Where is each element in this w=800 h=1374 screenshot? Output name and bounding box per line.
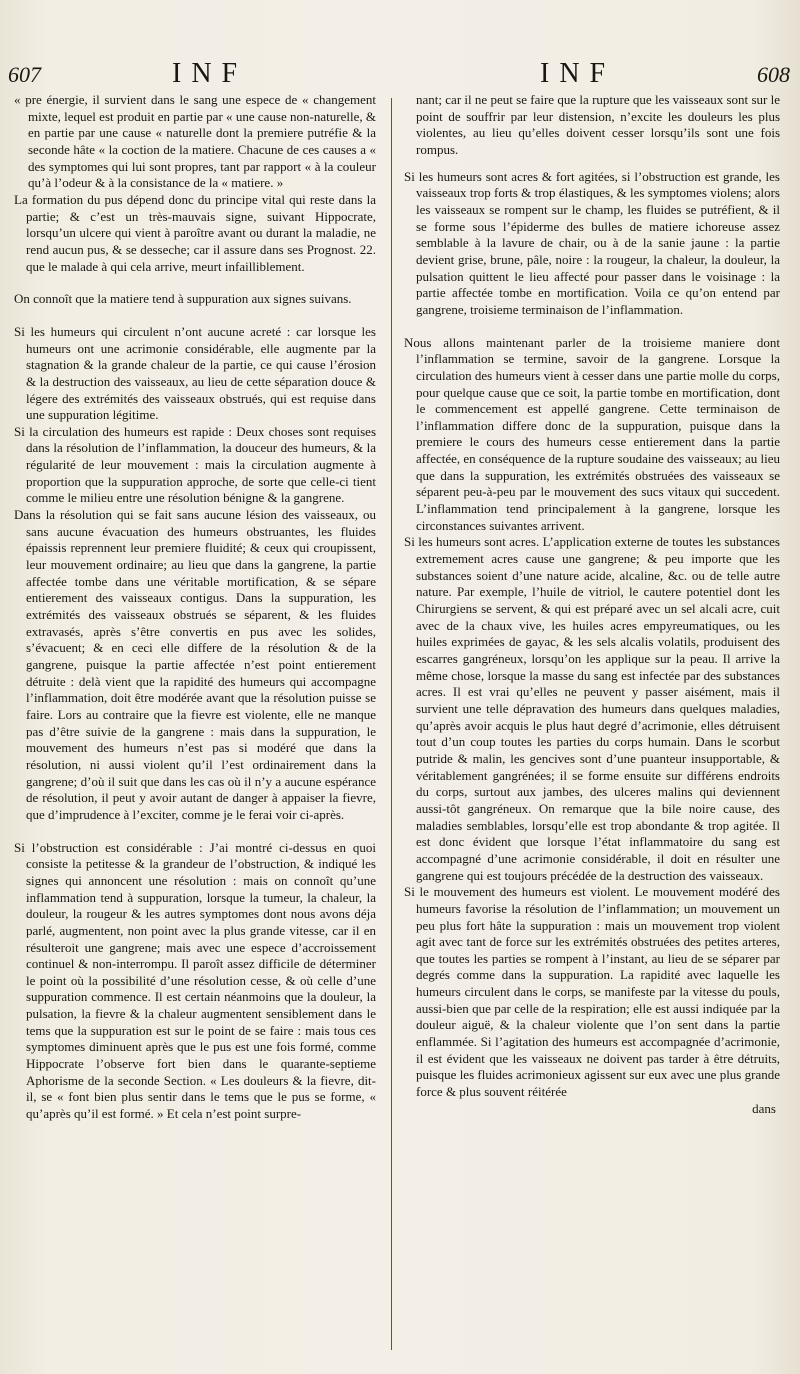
catchword: dans [752, 1100, 776, 1116]
paragraph: Si le mouvement des humeurs est violent. Le mouvement modéré des humeurs favorise la résolution de l’inflammation; un mouvement un peu plus fort hâte la suppuration : mais un mouvement trop violent agit avec tant de force sur les extrémités obstruées des petites arteres, que toutes les parties se rompent à l’instant, au lieu de se séparer par degrés comme dans la suppuration. La rapidité avec laquelle les humeurs circulent dans le corps, se manifeste par la vitesse du pouls, aussi-bien que par celle de la respiration; elle est aussi indiquée par la douleur aiguë, & la chaleur violente que l’on sent dans la partie enflammée. Si l’agitation des humeurs est accompagnée d’acrimonie, il est évident que les vaisseaux ne doivent pas tarder à être détruits, puisque les fluides acrimonieux agissent sur eux avec une plus grande force & plus souvent réitérée [404, 884, 780, 1100]
paragraph: Si l’obstruction est considérable : J’ai montré ci-dessus en quoi consiste la petitesse & la grandeur de l’obstruction, & indiqué les signes qui annoncent une résolution : mais on connoît qu’une inflammation tend à suppuration, lorsque la tumeur, la chaleur, la douleur, la rougeur & les autres symptomes dont nous avons déja parlé, augmentent, non point avec la plus grande vitesse, car il en résulteroit une gangrene; mais avec une espece d’accroissement continuel & non-interrompu. Il paroît assez difficile de déterminer le point où la possibilité d’une résolution cesse, & où celle d’une suppuration commence. Il est certain néanmoins que la douleur, la pulsation, la fievre & la chaleur augmentent sensiblement dans le tems que la suppuration est sur le point de se faire : mais tous ces symptomes diminuent après que le pus est une fois formé, comme Hippocrate l’observe fort bien dans le quarante-septieme Aphorisme de la seconde Section. « Les douleurs & la fievre, dit-il, se « font bien plus sentir dans le tems que le pus se forme, « qu’après qu’il est formé. » Et cela n’est point surpre- [14, 839, 376, 1122]
left-page-number: 607 [8, 62, 41, 87]
column-rule [391, 98, 392, 1350]
right-column [404, 92, 780, 1360]
paragraph: On connoît que la matiere tend à suppuration aux signes suivans. [14, 291, 352, 307]
paragraph: Si les humeurs sont acres & fort agitées, si l’obstruction est grande, les vaisseaux trop forts & trop élastiques, & les symptomes violens; alors les vaisseaux se rompent sur le champ, les fluides se putréfient, & il se forme sous l’épiderme des bulles de matiere ichoreuse assez semblable à la lavure de chair, ou à de la sanie jaune : la partie devient grise, brune, pâle, noire : la rougeur, la chaleur, la douleur, la pulsation quittent le lieu affecté pour passer dans le voisinage : la partie affectée tombe en mortification. Voila ce qu’on entend par gangrene, troisieme terminaison de l’inflammation. [404, 168, 780, 317]
right-page-number: 608 [757, 62, 790, 87]
paragraph: « pre énergie, il survient dans le sang une espece de « changement mixte, lequel est produit en partie par « une cause non-naturelle, & en partie par une cause « naturelle dont la premiere putréfie & la seconde hâte « la coction de la matiere. Chacune de ces causes a « des symptomes qui lui sont propres, tant par rapport « à la couleur qu’à l’odeur & à la consistance de la « matiere. » [14, 92, 376, 191]
paragraph: La formation du pus dépend donc du principe vital qui reste dans la partie; & c’est un très-mauvais signe, suivant Hippocrate, lorsqu’un ulcere qui vient à paroître avant ou durant la maladie, ne rend aucun pus, & se desseche; car il assure dans ses Prognost. 22. que le malade à qui cela arrive, meurt infailliblement. [14, 191, 376, 274]
paragraph: Dans la résolution qui se fait sans aucune lésion des vaisseaux, ou sans aucune évacuation des humeurs obstruantes, les fluides épaissis reprennent leur premiere fluidité; & ceux qui croupissent, leur mouvement ordinaire; au lieu que dans la gangrene, la partie affectée tombe dans une véritable mortification, & se sépare entierement des vaisseaux contigus. Dans la suppuration, les extrémités des vaisseaux obstrués se séparent, & les fluides extravasés, après s’être convertis en pus avec les solides, s’évacuent; & en ceci elle differe de la résolution & de la gangrene, puisque la partie affectée n’est point entierement détruite : delà vient que la rapidité des humeurs qui accompagne l’inflammation, doit être modérée avant que la résolution puisse se faire. Lors au contraire que la fievre est violente, elle ne manque pas d’être suivie de la gangrene : mais dans la suppuration, le mouvement des humeurs n’est pas si modéré que dans la résolution, ni aussi violent qu’il l’est ordinairement dans la gangrene; d’où il suit que dans les cas où il n’y a aucune espérance de résolution, il peut y avoir autant de danger à appaiser la fievre, que d’imprudence à l’exciter, comme je le ferai voir ci-après. [14, 507, 376, 822]
paragraph: Nous allons maintenant parler de la troisieme maniere dont l’inflammation se termine, savoir de la gangrene. Lorsque la circulation des humeurs vient à cesser dans une partie molle du corps, pour quelque cause que ce soit, la partie tombe en mortification, dont le commencement est appellé gangrene. Cette terminaison de l’inflammation differe donc de la suppuration, puisque dans la premiere le cours des humeurs cesse entierement dans la partie affectée, en conséquence de la rupture soudaine des vaisseaux; au lieu que dans la suppuration, les extrémités obstruées des vaisseaux se séparent peu-à-peu par le mouvement des sucs vitaux qui succedent. L’inflammation tend principalement à la gangrene, lorsque les circonstances suivantes arrivent. [404, 334, 780, 533]
right-running-head: INF [540, 58, 616, 89]
paragraph: Si les humeurs qui circulent n’ont aucune acreté : car lorsque les humeurs ont une acrimonie considérable, elle augmente par la stagnation & la grande chaleur de la partie, ce qui cause l’érosion & la destruction des vaisseaux, au lieu de cette séparation douce & légere des extrémités des vaisseaux obstrués, qui est requise dans une suppuration légitime. [14, 323, 376, 423]
paragraph: Si la circulation des humeurs est rapide : Deux choses sont requises dans la résolution de l’inflammation, la douceur des humeurs, & la régularité de leur mouvement : mais la circulation augmente à proportion que la suppuration approche, de sorte que celle-ci tient comme le milieu entre une résolution bénigne & la gangrene. [14, 423, 376, 506]
left-running-head: INF [172, 58, 248, 89]
page-header [0, 58, 800, 92]
paragraph: nant; car il ne peut se faire que la rupture que les vaisseaux sont sur le point de souffrir par leur distension, n’excite les douleurs les plus violentes, au lieu qu’elles doivent cesser lorsqu’ils sont une fois rompus. [416, 92, 780, 157]
left-column [14, 92, 376, 1360]
paragraph: Si les humeurs sont acres. L’application externe de toutes les substances extremement acres cause une gangrene; & peu importe que les substances soient d’une nature acide, alcaline, &c. ou de telle autre nature. Par exemple, l’huile de vitriol, le cautere potentiel dont les Chirurgiens se servent, & qui est préparé avec un sel alcali acre, cuit avec de la chaux vive, les huiles acres empyreumatiques, ou les huiles exprimées de gayac, & les sels alcalis volatils, produisent des escarres gangréneux, lorsqu’on les applique sur la peau. Il arrive la même chose, lorsque la masse du sang est infectée par des substances acres. Il est vrai qu’elles ne peuvent y passer aisément, mais il survient une telle dépravation des humeurs dans quelques maladies, qu’après avoir acquis le plus haut degré d’acrimonie, elles détruisent tout d’un coup toutes les parties du corps humain. Dans le scorbut putride & malin, les gencives sont d’une puanteur insupportable, & véritablement gangrénées; il se forme ensuite sur différens endroits du corps, surtout aux jambes, des ulceres malins qui deviennent aussi-tôt gangréneux. On remarque que la bile noire cause, des maladies semblables, lorsqu’elle est trop abondante & trop agitée. Il est donc évident que lorsque l’état inflammatoire du sang est accompagné d’une acrimonie considérable, il doit en résulter une gangrene qui est toujours précédée de la destruction des vaisseaux. [404, 534, 780, 883]
